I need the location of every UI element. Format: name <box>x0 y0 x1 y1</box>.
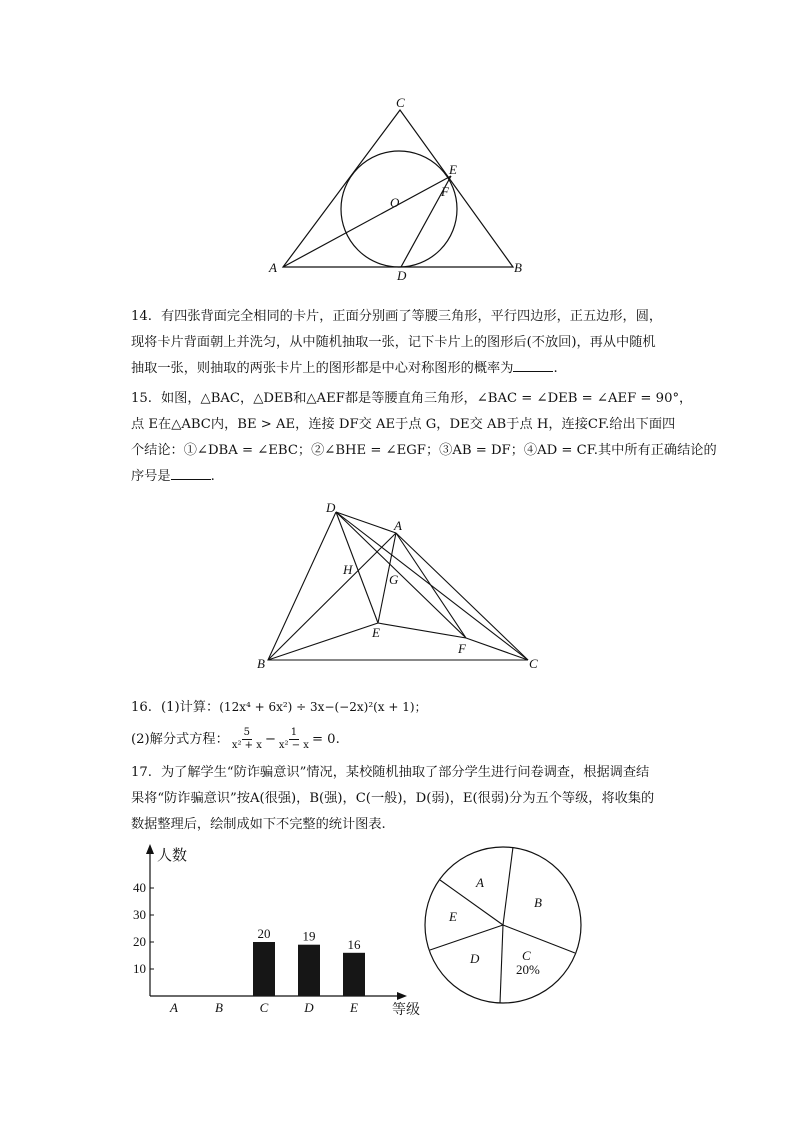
q16-part2-prefix: (2)解分式方程： <box>131 732 229 747</box>
label-b: B <box>514 260 522 275</box>
q15-line1: 如图，△BAC，△DEB和△AEF都是等腰直角三角形，∠BAC = ∠DEB = ∠AEF = 90°， <box>161 391 693 406</box>
q16-fraction-1 <box>230 727 264 752</box>
bar-chart <box>120 838 440 1028</box>
pie-divider-center-right <box>503 925 575 953</box>
figure-right-triangles <box>250 495 550 675</box>
bars <box>253 926 365 996</box>
segment-af <box>396 533 466 638</box>
q16-frac1-num: 5 <box>243 727 251 738</box>
q16-frac1-den: x² + x <box>231 740 262 751</box>
y-tick-label: 10 <box>133 961 146 976</box>
q17-line1: 为了解学生“防诈骗意识”情况，某校随机抽取了部分学生进行问卷调查，根据调查结 <box>161 765 650 780</box>
pie-divider-center-bottom <box>500 925 503 1003</box>
x-tick-labels <box>169 1000 358 1015</box>
x-axis-title: 等级 <box>392 1003 420 1018</box>
q16-part1-expr: (12x⁴ + 6x²) ÷ 3x−(−2x)²(x + 1)； <box>219 700 427 714</box>
label-a: A <box>394 518 402 533</box>
pie-divider-center-top <box>503 847 513 925</box>
pie-label-c: C <box>522 948 531 963</box>
figure-incircle-triangle <box>260 90 550 290</box>
label-d: D <box>397 268 407 283</box>
q15-end: . <box>210 469 215 484</box>
pie-label-d: D <box>470 951 480 966</box>
question-14 <box>131 304 711 382</box>
segment-da <box>336 512 396 533</box>
y-tick-label: 40 <box>133 880 146 895</box>
q17-number: 17. <box>131 765 152 780</box>
y-axis-title: 人数 <box>157 848 188 864</box>
x-tick-label-e: E <box>350 1000 358 1015</box>
label-f: F <box>441 184 449 199</box>
q14-line2: 现将卡片背面朝上并洗匀，从中随机抽取一张，记下卡片上的图形后(不放回)，再从中随机 <box>131 335 656 350</box>
q14-line3: 抽取一张，则抽取的两张卡片上的图形都是中心对称图形的概率为 <box>131 361 514 376</box>
label-g: G <box>389 572 399 587</box>
label-e: E <box>449 162 457 177</box>
pie-divider-center-left <box>430 925 503 950</box>
pie-label-b: B <box>534 895 542 910</box>
q16-part1-prefix: (1)计算： <box>161 700 220 715</box>
bar-value-label-c: 20 <box>257 926 271 941</box>
bar-value-label-d: 19 <box>302 928 316 944</box>
pie-annotation-c: 20% <box>516 962 540 977</box>
q16-frac2-num: 1 <box>290 727 298 738</box>
q16-fraction-2 <box>277 727 311 752</box>
label-e: E <box>372 625 380 640</box>
q15-line2: 点 E在△ABC内，BE > AE，连接 DF交 AE于点 G，DE交 AB于点 H，连接CF.给出下面四 <box>131 417 676 432</box>
x-tick-label-a: A <box>170 1000 178 1015</box>
bar-d <box>298 945 320 996</box>
q15-number: 15. <box>131 391 152 406</box>
q14-end: . <box>553 361 558 376</box>
q16-minus: − <box>264 732 276 747</box>
question-15 <box>131 386 717 490</box>
bar-c <box>253 942 275 996</box>
q14-line1: 有四张背面完全相同的卡片，正面分别画了等腰三角形，平行四边形，正五边形，圆， <box>161 309 663 324</box>
segment-be <box>268 623 378 660</box>
label-h: H <box>343 562 353 577</box>
q15-answer-blank[interactable] <box>171 465 211 480</box>
x-axis-arrow <box>397 992 407 1000</box>
y-tick-label: 20 <box>133 934 146 949</box>
y-ticks <box>133 880 154 976</box>
label-f: F <box>458 641 466 656</box>
x-tick-label-d: D <box>304 1000 314 1015</box>
pie-label-e: E <box>449 909 457 924</box>
q15-line4: 序号是 <box>131 469 171 484</box>
question-16 <box>131 694 711 753</box>
q15-line3: 个结论：①∠DBA = ∠EBC；②∠BHE = ∠EGF；③AB = DF；④AD = CF.其中所有正确结论的 <box>131 443 717 458</box>
segment-dc <box>336 512 528 660</box>
segment-fc <box>466 638 528 660</box>
q17-line2: 果将“防诈骗意识”按A(很强)，B(强)，C(一般)，D(弱)，E(很弱)分为五个等级，将收集的 <box>131 791 655 806</box>
label-c: C <box>529 656 538 671</box>
pie-chart <box>420 842 590 1012</box>
q14-number: 14. <box>131 309 152 324</box>
label-a: A <box>269 260 277 275</box>
pie-label-a: A <box>476 875 484 890</box>
label-d: D <box>326 500 336 515</box>
x-tick-label-c: C <box>259 1000 269 1015</box>
label-b: B <box>257 656 265 671</box>
q16-number: 16. <box>131 700 152 715</box>
triangle-abc <box>283 110 513 267</box>
q14-answer-blank[interactable] <box>513 357 553 372</box>
q16-rhs: = 0. <box>311 732 340 747</box>
q17-line3: 数据整理后，绘制成如下不完整的统计图表. <box>131 817 386 832</box>
bar-e <box>343 953 365 996</box>
bar-value-label-e: 16 <box>347 936 361 952</box>
q16-frac2-den: x² − x <box>278 740 309 751</box>
y-tick-label: 30 <box>133 907 146 922</box>
label-c: C <box>396 95 405 110</box>
x-tick-label-b: B <box>215 1000 223 1015</box>
y-axis-arrow <box>146 844 154 854</box>
question-17 <box>131 760 711 838</box>
label-o: O <box>390 195 400 210</box>
